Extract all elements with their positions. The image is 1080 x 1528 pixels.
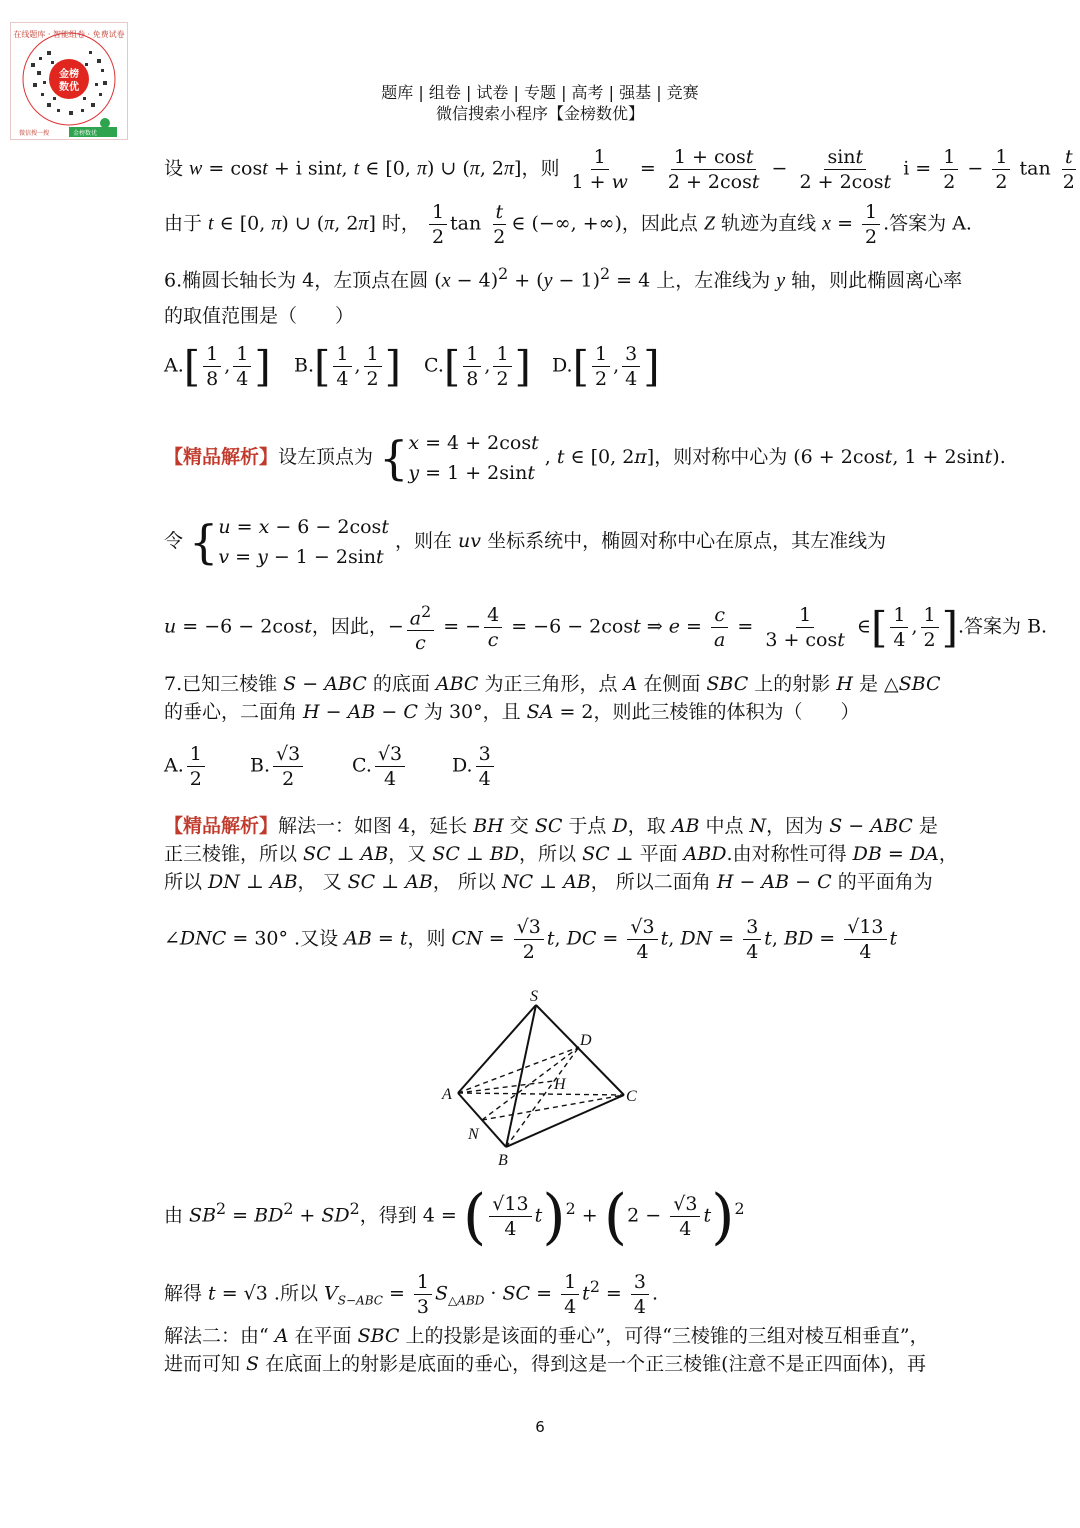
svg-text:微信搜一搜: 微信搜一搜: [19, 130, 50, 137]
q6-option-b: B.[ $\frac{1}{4}$ , $\frac{1}{2}$ ]: [294, 341, 402, 391]
svg-text:金榜数优: 金榜数优: [73, 130, 98, 137]
question-7-line-2: 的垂心，二面角 H − AB − C 为 30°，且 SA = 2，则此三棱锥的体积为（ ）: [164, 701, 860, 723]
label-b: B: [498, 1152, 508, 1169]
solution-line-1: 设 w = cost + i sint, t ∈ [0, π) ∪ (π, 2π]，则 $\frac{1}{1 + w}$ = $\frac{1 + \cos t}{2 + 2\cos t}$ − $\frac{\sin t}{2 + 2\cos t}$ i = $\frac{1}{2}$ − $\frac{1}{2}$ tan $\frac{t}{2}$: [164, 146, 1075, 193]
q7-option-b: B. $\frac{√3}{2}$: [250, 742, 306, 791]
label-a: A: [442, 1086, 452, 1103]
q7-solution-line-1: 【精品解析】解法一：如图 4，延长 BH 交 SC 于点 D，取 AB 中点 N，因为 S − ABC 是: [164, 815, 938, 837]
q6-option-a: A.[ $\frac{1}{8}$ , $\frac{1}{4}$ ]: [164, 341, 271, 391]
label-s: S: [530, 988, 538, 1005]
header-nav: 题库 | 组卷 | 试卷 | 专题 | 高考 | 强基 | 竞赛: [381, 83, 699, 102]
q7-option-a: A. $\frac{1}{2}$: [164, 742, 208, 791]
q7-option-c: C. $\frac{√3}{4}$: [352, 742, 408, 791]
q6-solution-line-1: 【精品解析】设左顶点为 { x = 4 + 2cost y = 1 + 2sint , t ∈ [0, 2π]，则对称中心为 (6 + 2cost, 1 + 2sint).: [164, 431, 1006, 485]
q7-solution-line-5: 由 $SB^2 = BD^2 + SD^2$，得到 4 = ( $\frac{√13}{4}$ t)$^2$ + (2 − $\frac{√3}{4}$ t)$^2$: [164, 1181, 745, 1252]
q7-solution-line-4: ∠DNC = 30° .又设 AB = t，则 CN = $\frac{√3}{2}$ t, DC = $\frac{√3}{4}$ t, DN = $\frac{3}{4}$ t, BD = $\frac{√13}{4}$ t: [164, 916, 898, 963]
label-n: N: [468, 1126, 479, 1143]
svg-text:金榜: 金榜: [59, 69, 79, 80]
question-7-line-1: 7.已知三棱锥 S − ABC 的底面 ABC 为正三角形，点 A 在侧面 SBC 上的射影 H 是 △SBC: [164, 673, 941, 695]
q7-solution-line-6: 解得 t = √3 .所以 $V_{S-ABC}$ = $\frac{1}{3}$ $S_{\triangle ABD}$ · SC = $\frac{1}{4}$ $t^2$ = $\frac{3}{4}$ .: [164, 1271, 659, 1318]
label-d: D: [580, 1032, 592, 1049]
q6-solution-line-3: u = −6 − 2cost，因此，− $\frac{a^2}{c}$ = − $\frac{4}{c}$ = −6 − 2cost ⇒ e = $\frac{c}{a}$ = $\frac{1}{3 + \cos t}$ ∈[ $\frac{1}{4}$ , $\frac{1}{2}$ ].答案为 B.: [164, 602, 1048, 655]
q7-solution-line-3: 所以 DN ⊥ AB， 又 SC ⊥ AB， 所以 NC ⊥ AB， 所以二面角 H − AB − C 的平面角为: [164, 871, 933, 893]
q7-solution-line-8: 进而可知 S 在底面上的射影是底面的垂心，得到这是一个正三棱锥(注意不是正四面体)，再: [164, 1353, 926, 1375]
question-6-line-1: 6.椭圆长轴长为 4，左顶点在圆 $(x - 4)^2 + (y - 1)^2 = 4$ 上，左准线为 y 轴，则此椭圆离心率: [164, 264, 963, 292]
svg-text:在线题库 · 智能组卷 · 免费试卷: 在线题库 · 智能组卷 · 免费试卷: [13, 30, 125, 39]
pyramid-figure: [436, 985, 656, 1170]
q6-option-d: D.[ $\frac{1}{2}$ , $\frac{3}{4}$ ]: [552, 341, 660, 391]
q7-solution-line-2: 正三棱锥，所以 SC ⊥ AB，又 SC ⊥ BD，所以 SC ⊥ 平面 ABD.由对称性可得 DB = DA，: [164, 843, 958, 865]
q6-solution-line-2: 令 { u = x − 6 − 2cost v = y − 1 − 2sint ，则在 uv 坐标系统中，椭圆对称中心在原点，其左准线为: [164, 515, 887, 569]
q7-solution-line-7: 解法二：由“ A 在平面 SBC 上的投影是该面的垂心”，可得“三棱锥的三组对棱互相垂直”，: [164, 1325, 929, 1347]
q7-option-d: D. $\frac{3}{4}$: [452, 742, 497, 791]
svg-text:数优: 数优: [59, 82, 79, 93]
page-number: 6: [535, 1418, 545, 1436]
question-6-line-2: 的取值范围是（ ）: [164, 305, 355, 327]
label-h: H: [554, 1076, 566, 1093]
solution-line-2: 由于 t ∈ [0, π) ∪ (π, 2π] 时， $\frac{1}{2}$ tan $\frac{t}{2}$ ∈ (−∞, +∞)，因此点 Z 轨迹为直线 x = $\frac{1}{2}$ .答案为 A.: [164, 201, 972, 248]
q6-option-c: C.[ $\frac{1}{8}$ , $\frac{1}{2}$ ]: [424, 341, 531, 391]
header-subtitle: 微信搜索小程序【金榜数优】: [435, 104, 644, 123]
label-c: C: [626, 1088, 637, 1105]
